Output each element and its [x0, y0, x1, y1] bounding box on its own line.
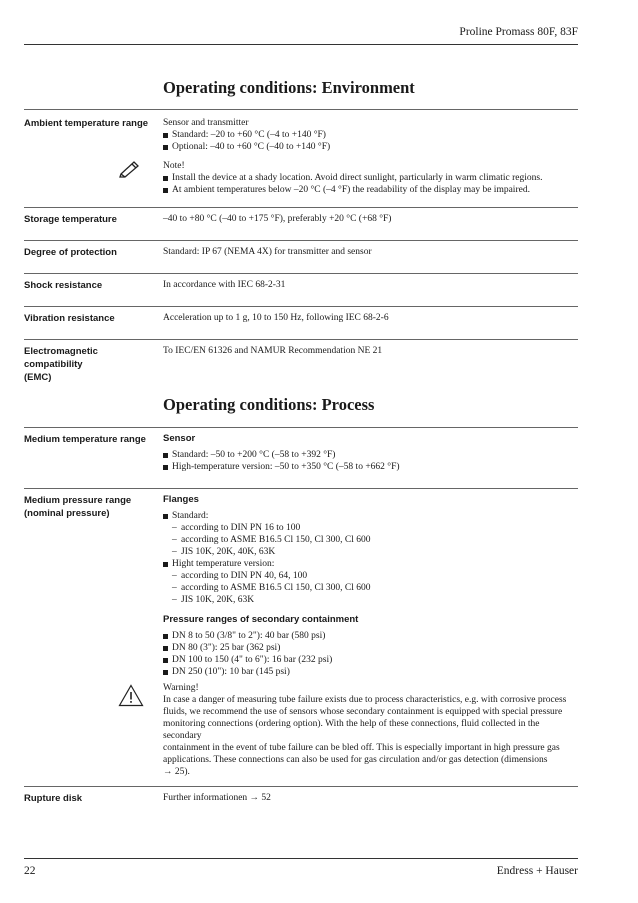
label-vibration-resistance: Vibration resistance	[24, 313, 115, 324]
list-item: DN 100 to 150 (4" to 6"): 16 bar (232 psi)	[163, 654, 578, 666]
label-emc-line2: (EMC)	[24, 372, 52, 383]
warning-line: containment in the event of tube failure can be bled off. This is especially important in high pressure gas	[163, 743, 560, 753]
rupture-disk-value: Further informationen → 52	[163, 793, 271, 803]
vibration-resistance-value: Acceleration up to 1 g, 10 to 150 Hz, following IEC 68-2-6	[163, 313, 389, 323]
list-item: DN 80 (3"): 25 bar (362 psi)	[163, 642, 578, 654]
label-degree-of-protection: Degree of protection	[24, 247, 117, 258]
footer-brand: Endress + Hauser	[496, 865, 578, 877]
shock-resistance-value: In accordance with IEC 68-2-31	[163, 280, 286, 290]
divider	[24, 786, 578, 787]
label-medium-pressure	[24, 494, 159, 520]
page-number: 22	[24, 865, 36, 877]
list-item: DN 8 to 50 (3/8" to 2"): 40 bar (580 psi)	[163, 630, 578, 642]
list-subitem: – according to DIN PN 40, 64, 100	[163, 570, 578, 582]
warning-line: fluids, we recommend the use of sensors whose secondary containment is equipped with special pressure	[163, 707, 563, 717]
list-item: At ambient temperatures below –20 °C (–4 °F) the readability of the display may be impaired.	[163, 184, 578, 196]
list-subitem: – according to ASME B16.5 Cl 150, Cl 300, Cl 600	[163, 534, 578, 546]
divider	[24, 207, 578, 208]
section-title-process: Operating conditions: Process	[163, 395, 375, 414]
subheading-sensor: Sensor	[163, 433, 196, 444]
list-subitem: – JIS 10K, 20K, 63K	[163, 594, 578, 606]
divider	[24, 109, 578, 110]
warning-line: → 25).	[163, 767, 190, 777]
warning-triangle-icon	[118, 684, 144, 707]
subheading-secondary-containment: Pressure ranges of secondary containment	[163, 614, 359, 625]
list-subitem: – according to ASME B16.5 Cl 150, Cl 300, Cl 600	[163, 582, 578, 594]
label-rupture-disk: Rupture disk	[24, 793, 83, 804]
list-item: DN 250 (10"): 10 bar (145 psi)	[163, 666, 578, 678]
ambient-temperature-content	[163, 117, 578, 196]
warning-label: Warning!	[163, 683, 199, 693]
list-item: Standard:	[163, 510, 578, 522]
label-medium-temperature: Medium temperature range	[24, 434, 146, 445]
list-item: High-temperature version: –50 to +350 °C (–58 to +662 °F)	[163, 461, 578, 473]
divider	[24, 240, 578, 241]
list-item: Optional: –40 to +60 °C (–40 to +140 °F)	[163, 141, 578, 153]
label-emc-line1: Electromagnetic compatibility	[24, 346, 98, 370]
divider	[24, 273, 578, 274]
ambient-intro: Sensor and transmitter	[163, 118, 249, 128]
page-footer	[24, 858, 578, 877]
subheading-flanges: Flanges	[163, 494, 199, 505]
label-ambient-temperature: Ambient temperature range	[24, 118, 149, 129]
medium-pressure-content	[163, 494, 578, 778]
note-label: Note!	[163, 161, 185, 171]
label-emc	[24, 345, 159, 384]
label-shock-resistance: Shock resistance	[24, 280, 103, 291]
divider	[24, 306, 578, 307]
medium-temperature-content	[163, 433, 578, 473]
storage-temperature-value: –40 to +80 °C (–40 to +175 °F), preferably +20 °C (+68 °F)	[163, 214, 392, 224]
list-subitem: – according to DIN PN 16 to 100	[163, 522, 578, 534]
divider	[24, 488, 578, 489]
emc-value: To IEC/EN 61326 and NAMUR Recommendation NE 21	[163, 346, 383, 356]
warning-line: applications. These connections can also be used for gas circulation and/or gas detection (dimensions	[163, 755, 548, 765]
label-medium-pressure-line1: Medium pressure range	[24, 495, 132, 506]
divider	[24, 339, 578, 340]
list-subitem: – JIS 10K, 20K, 40K, 63K	[163, 546, 578, 558]
pencil-note-icon	[118, 160, 142, 178]
divider	[24, 427, 578, 428]
list-item: Standard: –20 to +60 °C (–4 to +140 °F)	[163, 129, 578, 141]
warning-line: In case a danger of measuring tube failure exists due to process characteristics, e.g. with corrosive process	[163, 695, 567, 705]
header-title: Proline Promass 80F, 83F	[459, 26, 578, 38]
list-item: Standard: –50 to +200 °C (–58 to +392 °F)	[163, 449, 578, 461]
warning-line: monitoring connections (ordering option). With the help of these connections, fluid collected in the secondary	[163, 719, 540, 741]
list-item: Install the device at a shady location. Avoid direct sunlight, particularly in warm climatic regions.	[163, 172, 578, 184]
page-header	[24, 22, 578, 45]
section-title-environment: Operating conditions: Environment	[163, 78, 415, 97]
label-storage-temperature: Storage temperature	[24, 214, 117, 225]
label-medium-pressure-line2: (nominal pressure)	[24, 508, 110, 519]
degree-of-protection-value: Standard: IP 67 (NEMA 4X) for transmitter and sensor	[163, 247, 372, 257]
list-item: Hight temperature version:	[163, 558, 578, 570]
